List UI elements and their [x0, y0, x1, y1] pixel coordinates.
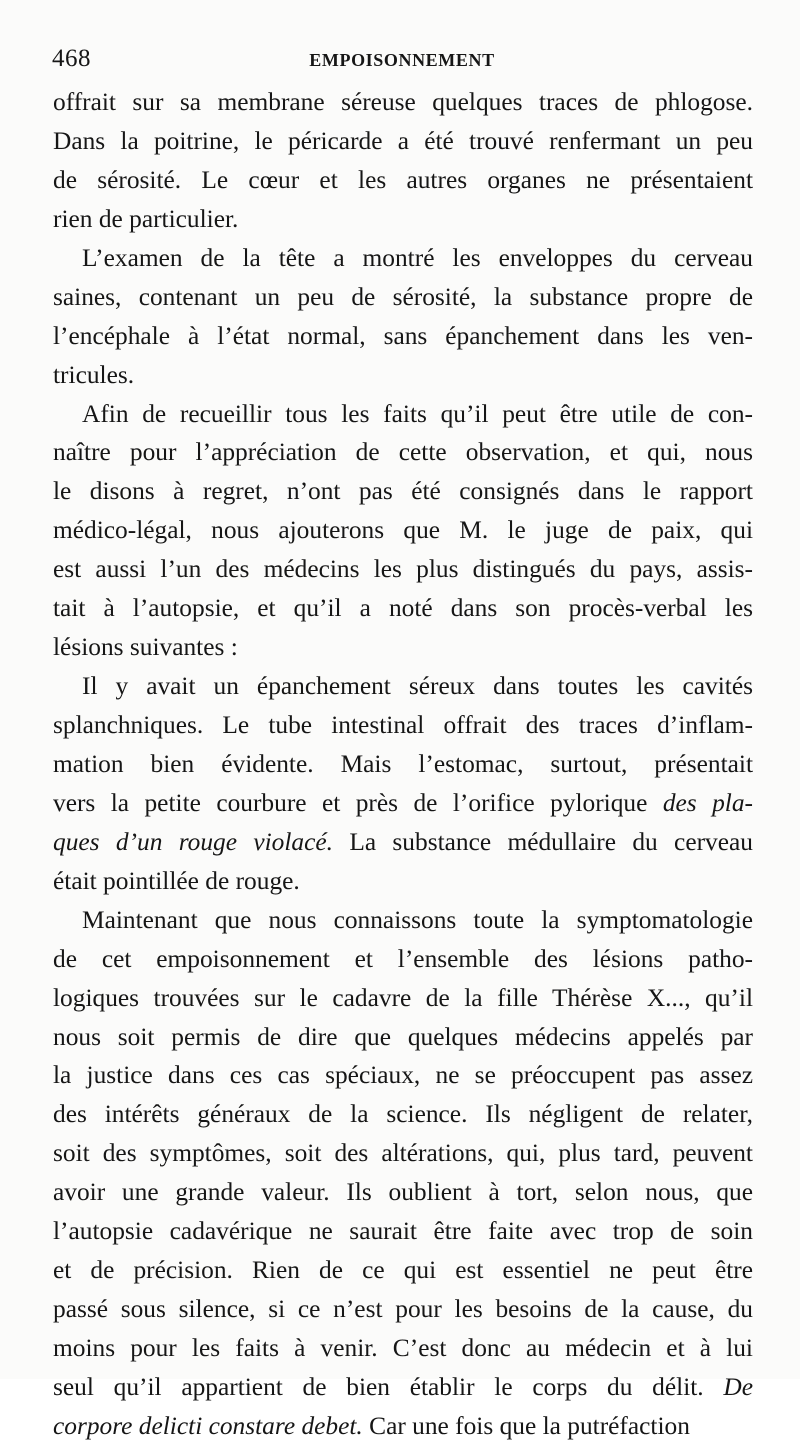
text-run: rien de particulier.	[53, 204, 239, 233]
text-run: L’examen de la tête a montré les enveloppes du cerveau	[82, 243, 753, 272]
text-line	[53, 550, 753, 589]
text-run: nous soit permis de dire que quelques médecins appelés par	[53, 1022, 753, 1051]
italic-text: ques d’un rouge violacé.	[53, 827, 333, 856]
text-run: l’encéphale à l’état normal, sans épanchement dans les ven-	[53, 321, 753, 350]
text-run: splanchniques. Le tube intestinal offrait des traces d’inflam-	[53, 711, 753, 739]
text-run: Il y avait un épanchement séreux dans toutes les cavités	[82, 672, 753, 701]
text-line	[53, 862, 753, 901]
text-run: mation bien évidente. Mais l’estomac, surtout, présentait	[53, 749, 753, 778]
text-run: médico-légal, nous ajouterons que M. le juge de paix, qui	[53, 516, 753, 545]
text-run: de sérosité. Le cœur et les autres organes ne présentaient	[53, 165, 753, 194]
text-run: est aussi l’un des médecins les plus distingués du pays, assis-	[53, 555, 753, 584]
text-line	[53, 1368, 753, 1407]
text-line	[53, 1095, 753, 1134]
text-line	[53, 161, 753, 200]
text-line	[53, 706, 753, 745]
text-line	[53, 979, 753, 1018]
text-line	[53, 122, 753, 161]
text-run: naître pour l’appréciation de cette observation, et qui, nous	[53, 438, 753, 467]
text-line	[53, 745, 753, 784]
text-run: de cet empoisonnement et l’ensemble des lésions patho-	[53, 944, 753, 973]
text-line	[53, 589, 753, 628]
text-line	[53, 239, 753, 278]
text-run: était pointillée de rouge.	[53, 866, 300, 895]
text-line	[53, 667, 753, 706]
text-run: saines, contenant un peu de sérosité, la substance propre de	[53, 282, 753, 311]
text-run: et de précision. Rien de ce qui est essentiel ne peut être	[53, 1256, 753, 1285]
text-run: Dans la poitrine, le péricarde a été trouvé renfermant un peu	[53, 126, 753, 155]
text-line	[53, 784, 753, 823]
running-head	[52, 44, 752, 78]
text-line	[53, 901, 753, 940]
text-line	[53, 511, 753, 550]
text-run: lésions suivantes :	[53, 633, 238, 662]
text-run: moins pour les faits à venir. C’est donc au médecin et à lui	[53, 1334, 753, 1362]
text-line	[53, 1251, 753, 1290]
text-line	[53, 1018, 753, 1057]
italic-text: des pla-	[662, 788, 753, 817]
text-run: La substance médullaire du cerveau	[333, 827, 753, 856]
text-line	[53, 433, 753, 472]
text-run: le disons à regret, n’ont pas été consignés dans le rapport	[53, 477, 753, 506]
text-line	[53, 1290, 753, 1329]
text-run: des intérêts généraux de la science. Ils négligent de relater,	[53, 1100, 753, 1129]
text-line	[53, 1056, 753, 1095]
body-text	[53, 83, 753, 1446]
text-line	[53, 356, 753, 395]
text-line	[53, 83, 753, 122]
text-run: tait à l’autopsie, et qu’il a noté dans son procès-verbal les	[53, 594, 753, 623]
page-number: 468	[52, 45, 91, 72]
text-line	[53, 317, 753, 356]
text-run: soit des symptômes, soit des altérations, qui, plus tard, peuvent	[53, 1139, 753, 1168]
text-line	[53, 395, 753, 434]
text-run: vers la petite courbure et près de l’orifice pylorique	[53, 788, 663, 817]
text-run: Afin de recueillir tous les faits qu’il peut être utile de con-	[82, 399, 753, 428]
text-run: l’autopsie cadavérique ne saurait être faite avec trop de soin	[53, 1217, 753, 1246]
text-run: passé sous silence, si ce n’est pour les besoins de la cause, du	[53, 1295, 753, 1324]
text-line	[53, 200, 753, 239]
text-line	[53, 940, 753, 979]
text-line	[53, 1329, 753, 1368]
text-run: Maintenant que nous connaissons toute la symptomatologie	[82, 905, 753, 934]
text-run: la justice dans ces cas spéciaux, ne se préoccupent pas assez	[53, 1061, 753, 1090]
text-line	[53, 1134, 753, 1173]
text-run: logiques trouvées sur le cadavre de la fille Thérèse X..., qu’il	[53, 983, 753, 1012]
text-run: tricules.	[53, 360, 135, 389]
text-line	[53, 628, 753, 667]
text-line	[53, 1173, 753, 1212]
text-line	[53, 472, 753, 511]
text-line	[53, 1212, 753, 1251]
running-title: EMPOISONNEMENT	[309, 50, 495, 70]
italic-text: De	[723, 1372, 753, 1401]
text-run: Car une fois que la putréfaction	[362, 1411, 690, 1440]
text-run: avoir une grande valeur. Ils oublient à tort, selon nous, que	[53, 1178, 753, 1207]
text-line	[53, 278, 753, 317]
text-run: seul qu’il appartient de bien établir le corps du délit.	[53, 1372, 724, 1401]
text-line	[53, 823, 753, 862]
text-run: offrait sur sa membrane séreuse quelques traces de phlogose.	[53, 88, 753, 116]
text-line	[53, 1407, 753, 1446]
italic-text: corpore delicti constare debet.	[53, 1411, 363, 1440]
